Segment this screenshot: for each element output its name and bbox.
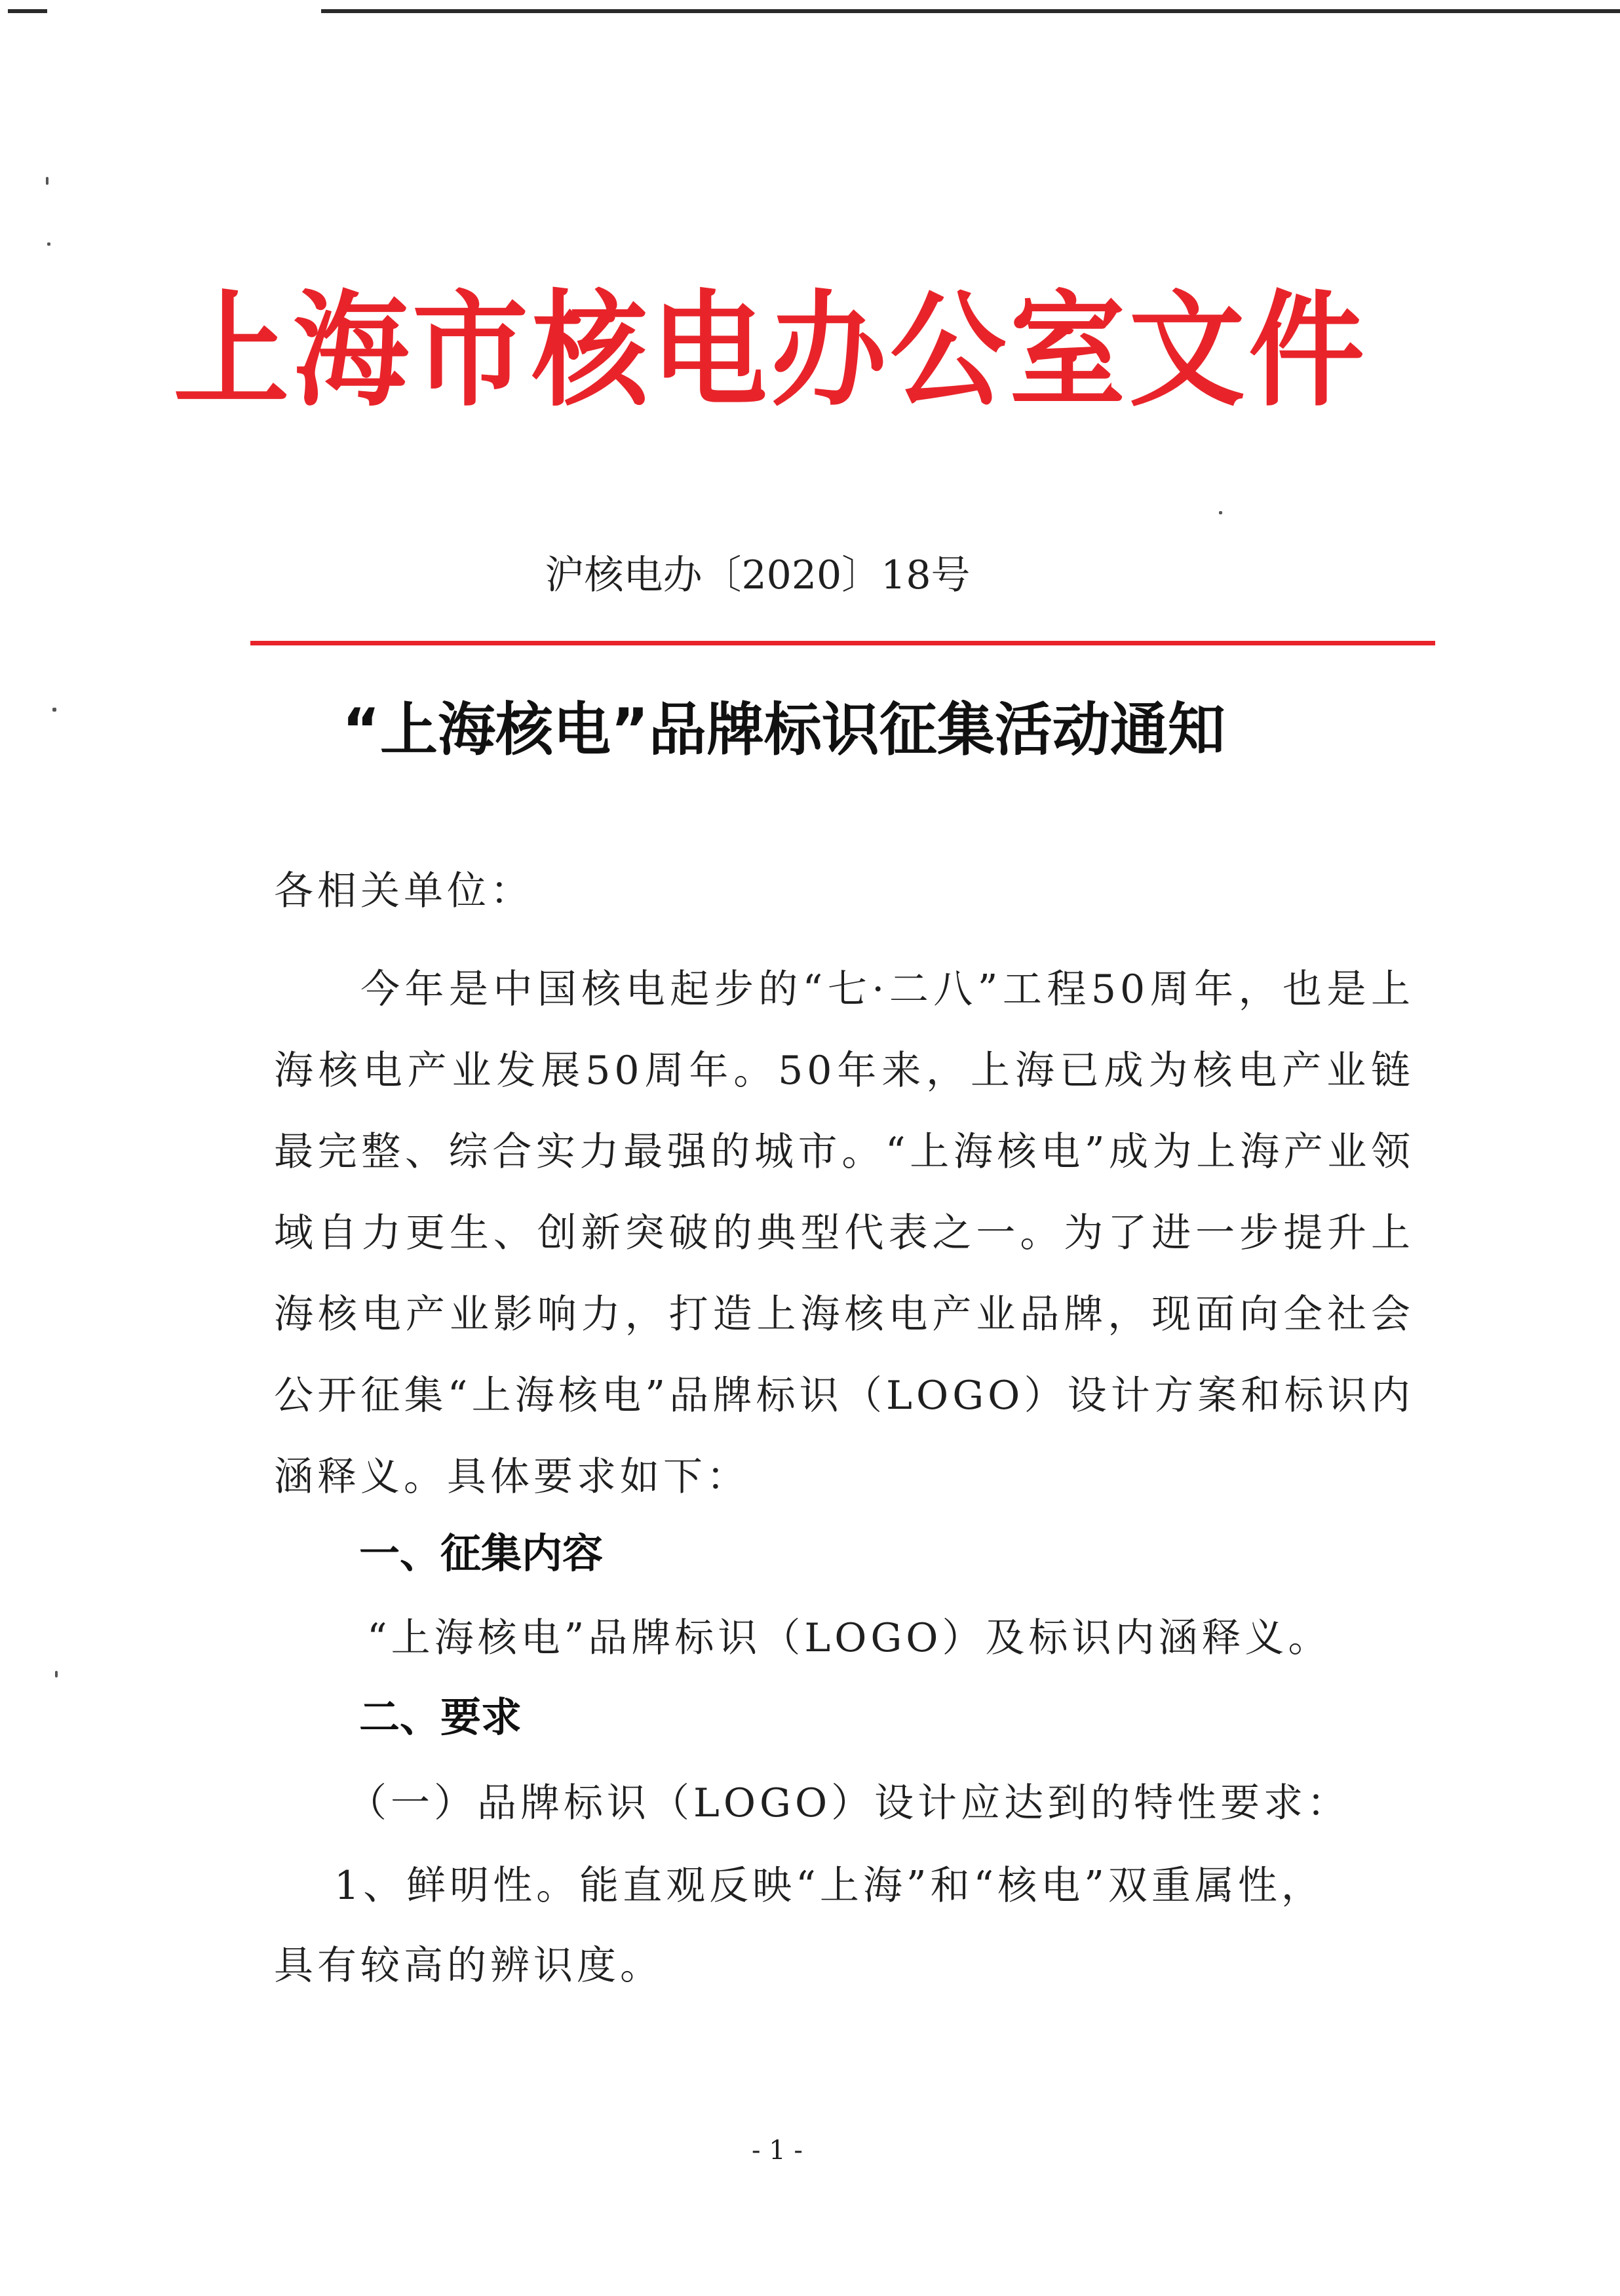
document-number: 沪核电办〔2020〕18号: [545, 552, 971, 598]
section-heading-collection-content: 一、征集内容: [359, 1529, 604, 1577]
scan-speck: [47, 242, 50, 246]
scan-edge-mark: [8, 9, 47, 13]
issuing-office-title: 上海市核电办公室文件: [173, 277, 1368, 423]
document-title: “上海核电”品牌标识征集活动通知: [342, 696, 1225, 763]
header-divider: [250, 641, 1435, 645]
salutation: 各相关单位：: [274, 868, 533, 914]
requirements-subheading: （一）品牌标识（LOGO）设计应达到的特性要求：: [347, 1780, 1351, 1826]
scan-speck: [46, 177, 48, 185]
section-heading-requirements: 二、要求: [359, 1693, 522, 1741]
page-number: - 1 -: [752, 2135, 803, 2166]
scan-edge-line: [321, 9, 1620, 13]
scan-speck: [55, 1671, 58, 1677]
section-1-content: “上海核电”品牌标识（LOGO）及标识内涵释义。: [367, 1615, 1332, 1661]
requirement-item-1-continued: 具有较高的辨识度。: [274, 1943, 663, 1989]
requirement-item-1: 1、鲜明性。能直观反映“上海”和“核电”双重属性，: [334, 1863, 1324, 1909]
intro-paragraph: 今年是中国核电起步的“七·二八”工程50周年，也是上海核电产业发展50周年。50年来，上海已成为核电产业链最完整、综合实力最强的城市。“上海核电”成为上海产业领域自力更生、创新突破的典型代表之一。为了进一步提升上海核电产业影响力，打造上海核电产业品牌，现面向全社会公开征集“上海核电”品牌标识（LOGO）设计方案和标识内涵释义。具体要求如下：: [274, 966, 1414, 1500]
scan-speck: [1219, 511, 1222, 514]
